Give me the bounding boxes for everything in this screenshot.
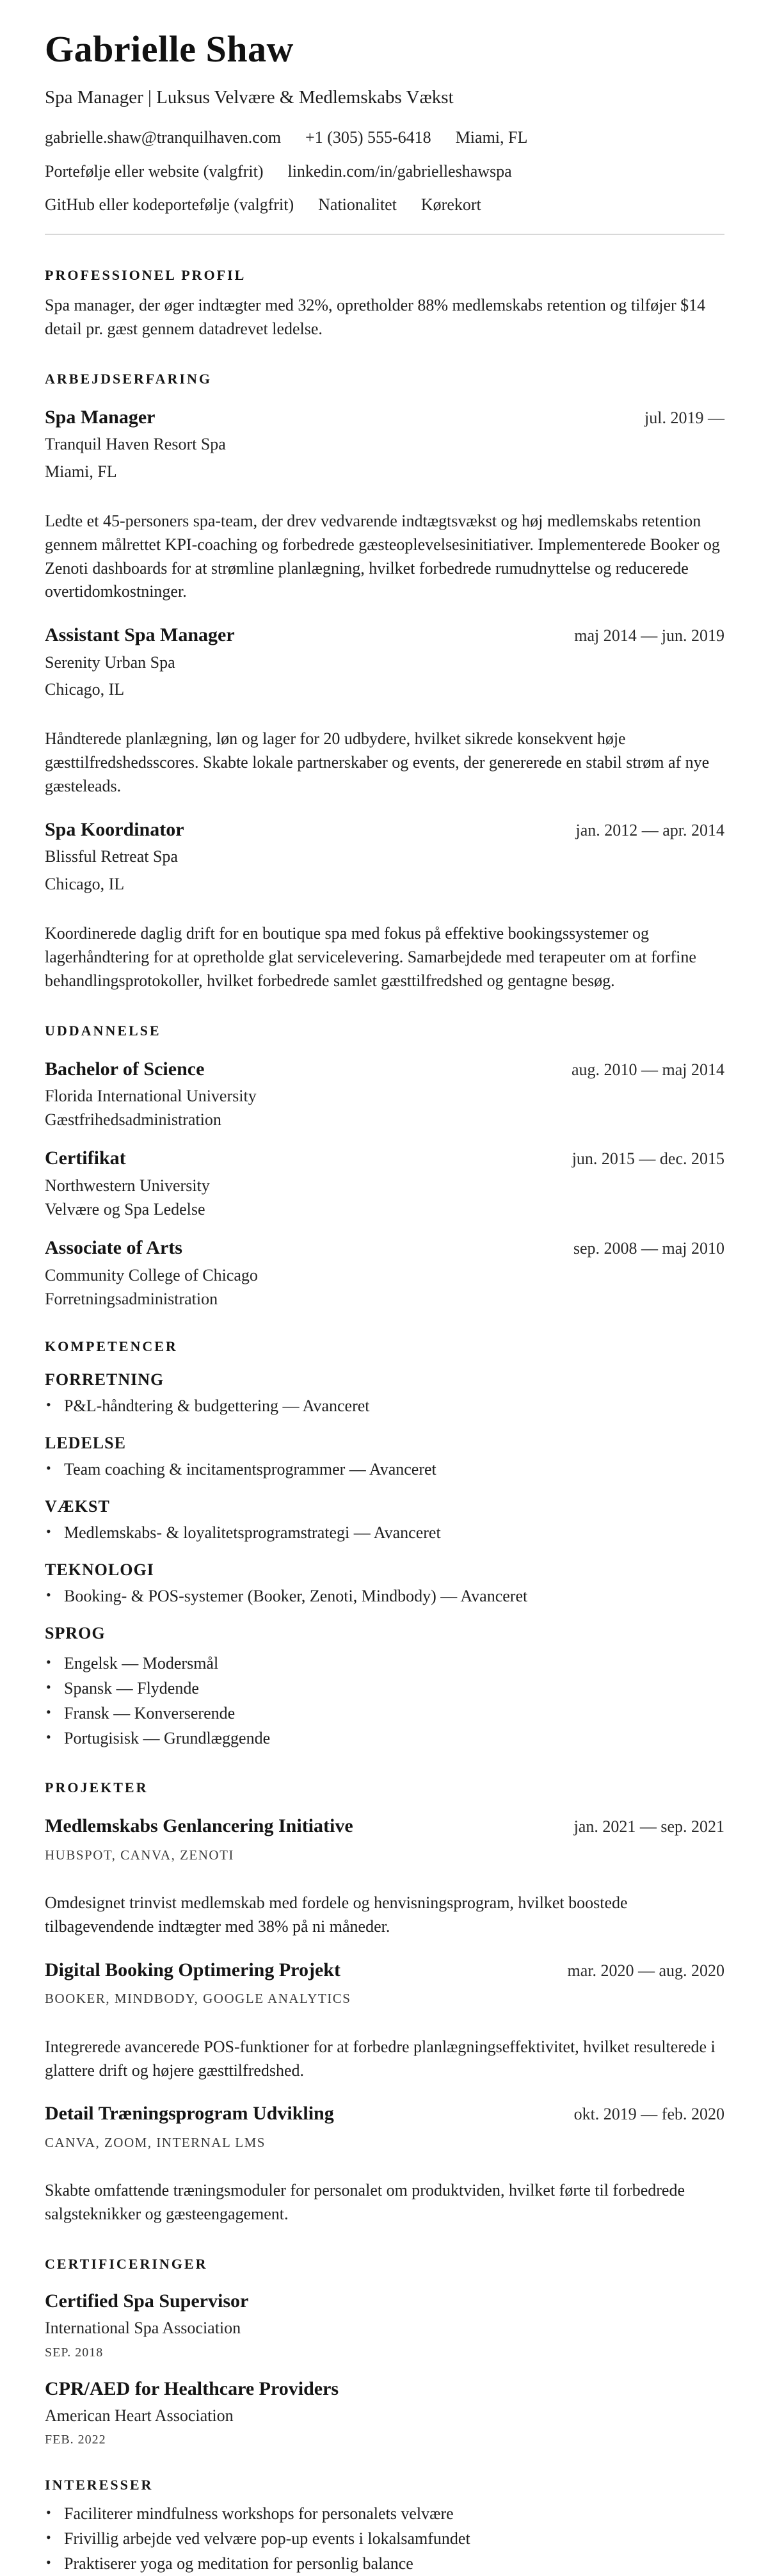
- section-title-interests: INTERESSER: [45, 2477, 154, 2493]
- field-of-study: Velvære og Spa Ledelse: [45, 1200, 205, 1219]
- job-dates: jul. 2019 —: [644, 408, 724, 427]
- skill-group: [45, 1434, 724, 1482]
- skill-item: • Team coaching & incitamentsprogrammer — Avanceret: [45, 1458, 724, 1482]
- project-tools: BOOKER, MINDBODY, GOOGLE ANALYTICS: [45, 1991, 351, 2007]
- project-dates: okt. 2019 — feb. 2020: [573, 2105, 724, 2124]
- section-title-projects: PROJEKTER: [45, 1779, 148, 1796]
- project-tools: CANVA, ZOOM, INTERNAL LMS: [45, 2134, 266, 2150]
- location-text: Miami, FL: [455, 128, 528, 147]
- header-divider: [45, 234, 724, 235]
- certification-title: Certified Spa Supervisor: [45, 2290, 249, 2312]
- degree-title: Associate of Arts: [45, 1237, 182, 1259]
- nationality-text: Nationalitet: [318, 195, 397, 214]
- certification-title: CPR/AED for Healthcare Providers: [45, 2378, 339, 2399]
- degree-dates: jun. 2015 — dec. 2015: [572, 1149, 724, 1169]
- language-item: • Portugisisk — Grundlæggende: [45, 1727, 724, 1751]
- job-entry: [45, 818, 724, 993]
- section-title-experience: ARBEJDSERFARING: [45, 370, 212, 387]
- field-of-study: Gæstfrihedsadministration: [45, 1110, 221, 1130]
- language-item: • Spansk — Flydende: [45, 1677, 724, 1701]
- job-description: Ledte et 45-personers spa-team, der drev vedvarende indtægtsvækst og høj medlemskabs retention gennem målrettet KPI-coaching og forbedrede gæsteoplevelsesinitiativer. Implementerede Booker og Zenoti dashboards for at strømline planlægning, hvilket forbedrede rumudnyttelse og reducerede overtidomkostninger.: [45, 511, 720, 601]
- contact-row-3: [45, 195, 724, 215]
- job-title: Spa Manager: [45, 406, 156, 428]
- project-title: Medlemskabs Genlancering Initiative: [45, 1815, 353, 1837]
- skill-item: • Booking- & POS-systemer (Booker, Zenoti, Mindbody) — Avanceret: [45, 1585, 724, 1608]
- field-of-study: Forretningsadministration: [45, 1289, 218, 1308]
- project-tools: HUBSPOT, CANVA, ZENOTI: [45, 1847, 234, 1863]
- project-description: Integrerede avancerede POS-funktioner for at forbedre planlægningseffektivitet, hvilket resulterede i glattere drift og højere gæsttilfredshed.: [45, 2037, 716, 2080]
- degree-dates: aug. 2010 — maj 2014: [571, 1060, 724, 1079]
- job-entry: [45, 623, 724, 798]
- school-name: Northwestern University: [45, 1176, 210, 1195]
- language-item: • Engelsk — Modersmål: [45, 1652, 724, 1676]
- job-dates: maj 2014 — jun. 2019: [574, 626, 724, 645]
- interest-item: • Frivillig arbejde ved velvære pop-up events i lokalsamfundet: [45, 2527, 724, 2551]
- email-text: gabrielle.shaw@tranquilhaven.com: [45, 128, 282, 147]
- skill-item: • P&L-håndtering & budgettering — Avanceret: [45, 1395, 724, 1418]
- degree-title: Bachelor of Science: [45, 1058, 205, 1080]
- skill-group: [45, 1370, 724, 1418]
- section-title-education: UDDANNELSE: [45, 1022, 161, 1039]
- contact-row-2: [45, 161, 724, 181]
- certification-date: FEB. 2022: [45, 2433, 106, 2447]
- job-dates: jan. 2012 — apr. 2014: [575, 820, 724, 839]
- school-name: Community College of Chicago: [45, 1265, 258, 1284]
- skill-group-title: FORRETNING: [45, 1370, 164, 1389]
- job-location: Chicago, IL: [45, 874, 125, 893]
- skill-item: • Medlemskabs- & loyalitetsprogramstrategi — Avanceret: [45, 1521, 724, 1545]
- profile-summary: Spa manager, der øger indtægter med 32%, opretholder 88% medlemskabs retention og tilføjer $14 detail pr. gæst gennem datadrevet ledelse.: [45, 296, 706, 338]
- school-name: Florida International University: [45, 1087, 257, 1106]
- job-title: Spa Koordinator: [45, 818, 184, 840]
- job-company: Tranquil Haven Resort Spa: [45, 435, 226, 454]
- job-description: Håndterede planlægning, løn og lager for 20 udbydere, hvilket sikrede konsekvent høje gæsttilfredshedsscores. Skabte lokale partnerskaber og events, der genererede en stabil strøm af nye gæsteleads.: [45, 729, 710, 796]
- skill-group-title: SPROG: [45, 1623, 106, 1642]
- linkedin-text: linkedin.com/in/gabrielleshawspa: [287, 161, 512, 181]
- interests-list: [45, 2502, 724, 2576]
- degree-title: Certifikat: [45, 1147, 126, 1169]
- job-location: Miami, FL: [45, 462, 117, 481]
- certification-date: SEP. 2018: [45, 2345, 104, 2360]
- project-dates: mar. 2020 — aug. 2020: [567, 1961, 724, 1980]
- project-title: Detail Træningsprogram Udvikling: [45, 2103, 334, 2125]
- education-entry: [45, 1146, 724, 1219]
- website-placeholder-text: Portefølje eller website (valgfrit): [45, 161, 264, 181]
- skill-group: [45, 1497, 724, 1545]
- interest-item: • Faciliterer mindfulness workshops for personalets velvære: [45, 2502, 724, 2526]
- project-dates: jan. 2021 — sep. 2021: [573, 1817, 724, 1836]
- job-description: Koordinerede daglig drift for en boutique spa med fokus på effektive bookingssystemer og lagerhåndtering for at opretholde glat servicelevering. Samarbejdede med terapeuter om at forfine behandlingsprotokoller, hvilket forbedrede samlet gæsttilfredshed og gentagne besøg.: [45, 923, 696, 990]
- skill-group-title: TEKNOLOGI: [45, 1560, 154, 1579]
- project-description: Skabte omfattende træningsmoduler for personalet om produktviden, hvilket førte til forbedrede salgsteknikker og gæsteengagement.: [45, 2181, 685, 2224]
- github-placeholder-text: GitHub eller kodeportefølje (valgfrit): [45, 195, 294, 214]
- education-entry: [45, 1057, 724, 1130]
- skill-group: [45, 1560, 724, 1608]
- certification-entry: [45, 2289, 724, 2360]
- certification-entry: [45, 2377, 724, 2448]
- skill-group-title: LEDELSE: [45, 1434, 126, 1453]
- project-description: Omdesignet trinvist medlemskab med fordele og henvisningsprogram, hvilket boostede tilbagevendende indtægter med 38% på ni måneder.: [45, 1893, 628, 1936]
- tagline: Spa Manager | Luksus Velvære & Medlemskabs Vækst: [45, 86, 454, 108]
- language-item: • Fransk — Konverserende: [45, 1702, 724, 1726]
- project-title: Digital Booking Optimering Projekt: [45, 1959, 340, 1981]
- job-company: Serenity Urban Spa: [45, 652, 175, 672]
- job-title: Assistant Spa Manager: [45, 624, 235, 646]
- interest-item: • Praktiserer yoga og meditation for personlig balance: [45, 2552, 724, 2576]
- job-location: Chicago, IL: [45, 680, 125, 699]
- education-entry: [45, 1236, 724, 1309]
- contact-row-1: [45, 127, 724, 147]
- project-entry: [45, 1814, 724, 1939]
- certification-issuer: American Heart Association: [45, 2406, 234, 2426]
- section-title-certifications: CERTIFICERINGER: [45, 2255, 208, 2272]
- certification-issuer: International Spa Association: [45, 2319, 241, 2338]
- skill-group-title: VÆKST: [45, 1496, 110, 1516]
- job-entry: [45, 405, 724, 604]
- skill-group: [45, 1624, 724, 1751]
- drivers-license-text: Kørekort: [420, 195, 481, 214]
- project-entry: [45, 1958, 724, 2083]
- project-entry: [45, 2102, 724, 2226]
- job-company: Blissful Retreat Spa: [45, 847, 178, 866]
- section-title-profile: PROFESSIONEL PROFIL: [45, 267, 246, 284]
- section-title-skills: KOMPETENCER: [45, 1338, 178, 1355]
- degree-dates: sep. 2008 — maj 2010: [573, 1239, 724, 1258]
- phone-text: +1 (305) 555-6418: [305, 128, 431, 147]
- page-title: Gabrielle Shaw: [45, 28, 294, 70]
